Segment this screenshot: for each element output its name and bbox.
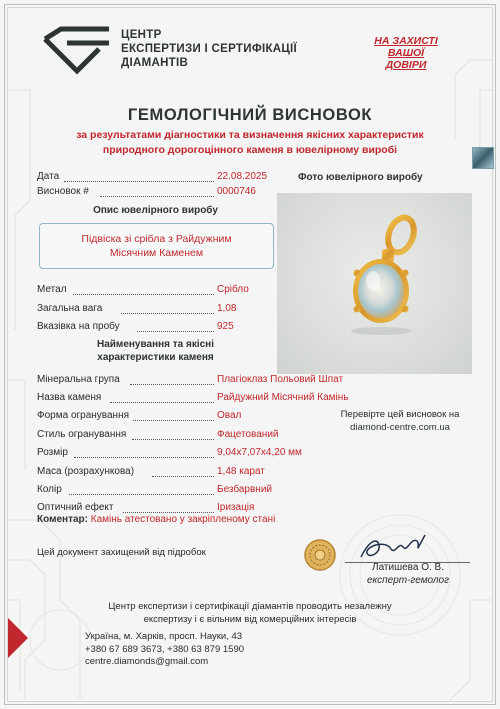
color-label: Колір (37, 484, 62, 495)
mineral-group-value: Плагіоклаз Польовий Шпат (217, 374, 344, 385)
org-name-line: ЦЕНТР (121, 29, 162, 41)
description-box (39, 223, 274, 269)
description-line: Місячним Каменем (109, 247, 204, 259)
stone-heading-line: характеристики каменя (97, 352, 214, 363)
color-value: Безбарвний (217, 484, 273, 495)
optical-effect-value: Іризація (217, 502, 255, 513)
address-text: Україна, м. Харків, просп. Науки, 43 (85, 631, 243, 642)
description-heading: Опис ювелірного виробу (93, 205, 218, 216)
verify-url-link[interactable]: diamond-centre.com.ua (350, 422, 450, 433)
slogan-line: ДОВІРИ (385, 59, 427, 71)
dotted-leader (73, 284, 214, 295)
footer-line: Центр експертизи і сертифікації діамантів проводить незалежну (108, 601, 392, 612)
size-label: Розмір (37, 447, 68, 458)
dotted-leader (133, 410, 214, 421)
footer-statement (85, 601, 415, 626)
org-name-line: ДІАМАНТІВ (121, 57, 189, 69)
dotted-leader (69, 484, 214, 495)
stone-heading-line: Найменування та якісні (97, 339, 214, 350)
org-name-line: ЕКСПЕРТИЗИ І СЕРТИФІКАЦІЇ (121, 43, 298, 55)
dotted-leader (137, 321, 214, 332)
weight-value: 1,08 (217, 303, 237, 314)
cut-style-value: Фацетований (217, 429, 279, 440)
slogan (358, 35, 454, 71)
description-line: Підвіска зі срібла з Райдужним (81, 233, 232, 245)
dotted-leader (74, 447, 214, 458)
hologram-sticker-icon (472, 147, 494, 169)
hallmark-label: Вказівка на пробу (37, 321, 120, 332)
mass-value: 1,48 карат (217, 466, 265, 477)
dotted-leader (100, 186, 214, 197)
dotted-leader (121, 303, 214, 314)
dotted-leader (110, 392, 214, 403)
subtitle-line: за результатами діагностики та визначення якісних характеристик (76, 129, 424, 141)
dotted-leader (64, 171, 214, 182)
photo-label: Фото ювелірного виробу (298, 172, 423, 183)
signer-position: експерт-гемолог (366, 575, 450, 586)
cut-style-label: Стиль огранування (37, 429, 127, 440)
footer-line: експертизу і є вільним від комерційних інтересів (143, 613, 357, 625)
verification-note (300, 408, 500, 434)
jewelry-photo (277, 193, 472, 374)
diamond-outline-logo-icon (37, 25, 117, 75)
weight-label: Загальна вага (37, 303, 103, 314)
dotted-leader (132, 429, 214, 440)
phones-text: +380 67 689 3673, +380 63 879 1590 (85, 643, 245, 655)
email-link[interactable]: centre.diamonds@gmail.com (85, 656, 209, 667)
comment-row (37, 514, 275, 525)
subtitle-line: природного дорогоцінного каменя в ювелірному виробі (102, 144, 398, 156)
size-value: 9,04x7,07x4,20 мм (217, 447, 302, 458)
slogan-line: НА ЗАХИСТІ (374, 35, 438, 47)
date-label: Дата (37, 171, 60, 182)
stone-heading (39, 338, 272, 364)
number-label: Висновок # (37, 186, 89, 197)
comment-label: Коментар: (37, 514, 88, 525)
hallmark-value: 925 (217, 321, 234, 332)
cut-shape-value: Овал (217, 410, 242, 421)
signer-block (338, 561, 478, 587)
mass-label: Маса (розрахункова) (37, 466, 135, 477)
metal-value: Срібло (217, 284, 249, 295)
dotted-leader (123, 502, 214, 513)
cut-shape-label: Форма огранування (37, 410, 130, 421)
mineral-group-label: Мінеральна група (37, 374, 120, 385)
gold-seal-icon (303, 538, 337, 572)
dotted-leader (130, 374, 214, 385)
protection-note: Цей документ захищений від підробок (37, 547, 206, 558)
stone-name-label: Назва каменя (37, 392, 102, 403)
organization-name (121, 28, 297, 70)
stone-name-value: Райдужний Місячний Камінь (217, 392, 349, 403)
dotted-leader (152, 466, 214, 477)
optical-effect-label: Оптичний ефект (37, 502, 114, 513)
metal-label: Метал (37, 284, 67, 295)
pendant-image-icon (277, 193, 472, 374)
comment-value: Камінь атестовано у закріпленому стані (90, 514, 276, 525)
document-title: ГЕМОЛОГІЧНИЙ ВИСНОВОК (127, 106, 373, 124)
contacts-block (85, 631, 244, 669)
slogan-line: ВАШОЇ (387, 47, 425, 59)
verify-text: Перевірте цей висновок на (340, 409, 460, 420)
signer-name: Латишева О. В. (372, 562, 444, 573)
document-subtitle (20, 128, 480, 158)
number-value: 0000746 (217, 186, 256, 197)
date-value: 22.08.2025 (217, 171, 268, 182)
